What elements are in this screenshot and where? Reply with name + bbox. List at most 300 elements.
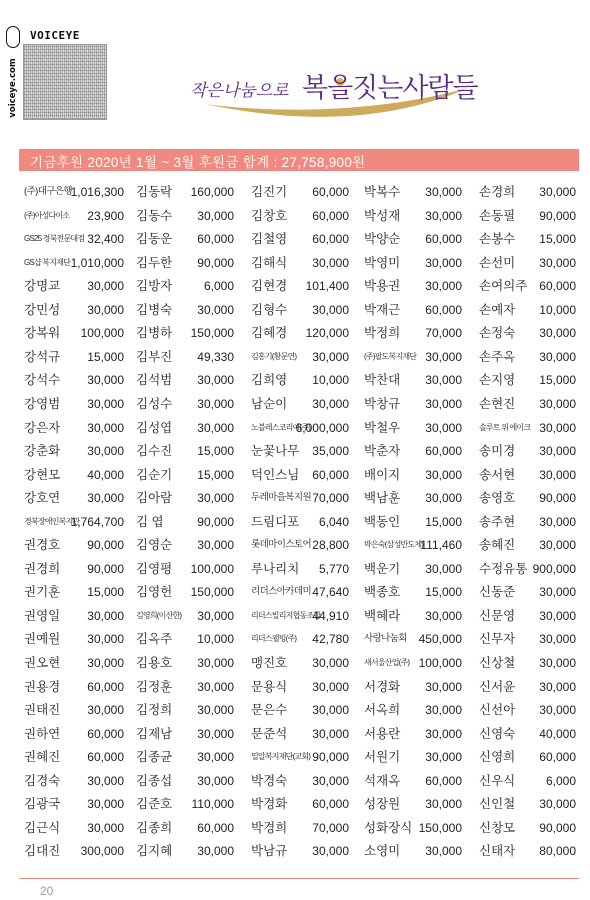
donation-amount: 30,000	[539, 656, 576, 670]
donor-name: 남순이	[251, 396, 288, 411]
donation-amount: 30,000	[197, 420, 234, 435]
donor-name: 김창호	[251, 208, 288, 223]
donation-amount: 30,000	[312, 302, 349, 317]
donor-name: 백동인	[364, 514, 401, 529]
donor-name: 솔루트 위 에이크	[479, 422, 531, 432]
donation-amount: 30,000	[425, 467, 462, 482]
donor-name: 권하연	[24, 726, 61, 741]
donor-name: 박성재	[364, 208, 401, 223]
donor-name: 김진기	[251, 185, 288, 199]
donation-amount: 150,000	[418, 820, 462, 835]
donor-name: 김제남	[136, 726, 173, 741]
donor-name: 권용경	[24, 679, 61, 694]
donor-name: 손정숙	[479, 326, 516, 341]
voiceye-url: voiceye.com	[8, 58, 18, 118]
donor-name: (주)아성다이소	[24, 210, 70, 220]
donor-name: 권경호	[24, 538, 61, 553]
donation-amount: 300,000	[80, 844, 124, 859]
donor-name: 성화장식	[364, 820, 413, 835]
donation-amount: 30,000	[539, 679, 576, 694]
donor-name: 신동준	[479, 585, 516, 600]
donor-row	[0, 629, 590, 651]
donor-row	[0, 206, 590, 228]
donor-name: 박경숙	[251, 773, 288, 788]
donation-amount: 15,000	[197, 467, 234, 482]
donation-amount: 30,000	[539, 514, 576, 529]
donation-amount: 30,000	[87, 279, 124, 294]
donor-name: 강복워	[24, 326, 61, 341]
donor-name: 강석수	[24, 373, 61, 388]
donor-name: 송주현	[479, 514, 516, 529]
donor-name: 손지영	[479, 373, 516, 388]
donor-name: 석재옥	[364, 773, 401, 788]
donor-name: 김병하	[136, 326, 173, 341]
donation-amount: 60,000	[87, 750, 124, 765]
donor-name: 강은자	[24, 420, 61, 435]
donor-name: 박철우	[364, 420, 401, 435]
donation-amount: 150,000	[190, 326, 234, 341]
donation-amount: 30,000	[425, 750, 462, 765]
donation-amount: 30,000	[312, 773, 349, 788]
slogan-part2: 복을짓는사람들	[302, 73, 478, 104]
donor-name: 박은숙(삼성반도체)	[364, 540, 424, 550]
donation-amount: 90,000	[312, 750, 349, 765]
donor-name: 김동수	[136, 208, 173, 223]
donation-amount: 30,000	[197, 773, 234, 788]
donation-amount: 60,000	[312, 797, 349, 812]
donor-row	[0, 535, 590, 557]
donation-amount: 30,000	[197, 208, 234, 223]
donor-name: 박찬대	[364, 373, 401, 388]
donation-amount: 6,040	[318, 514, 349, 529]
donation-amount: 30,000	[87, 302, 124, 317]
donation-amount: 30,000	[539, 608, 576, 623]
donation-amount: 15,000	[539, 373, 576, 388]
donation-amount: 30,000	[312, 726, 349, 741]
donor-name: 김현경	[251, 279, 288, 294]
donor-name: 박경화	[251, 797, 288, 812]
donation-amount: 30,000	[87, 608, 124, 623]
donor-name: 김형수	[251, 302, 288, 317]
donor-row	[0, 724, 590, 746]
donor-row	[0, 747, 590, 769]
donor-name: 김철영	[251, 232, 288, 247]
donor-name: 김아람	[136, 491, 173, 506]
donor-name: 송미경	[479, 444, 516, 459]
donation-amount: 60,000	[197, 232, 234, 247]
donor-row	[0, 700, 590, 722]
donation-amount: 15,000	[87, 585, 124, 600]
donation-amount: 30,000	[539, 326, 576, 341]
donor-name: 김희영	[251, 373, 288, 388]
donor-row	[0, 394, 590, 416]
donation-amount: 60,000	[312, 208, 349, 223]
donor-name: 권태진	[24, 703, 61, 718]
donation-amount: 44,910	[312, 608, 349, 623]
donation-amount: 30,000	[197, 703, 234, 718]
donation-amount: 5,770	[318, 561, 349, 576]
donor-name: 김두한	[136, 255, 173, 270]
donation-amount: 60,000	[425, 302, 462, 317]
donation-amount: 6,000,000	[295, 420, 349, 435]
donation-amount: 100,000	[80, 326, 124, 341]
donor-name: 신태자	[479, 844, 516, 859]
donor-name: 소영미	[364, 844, 401, 859]
donor-name: 손주옥	[479, 349, 516, 364]
donor-name: 권예원	[24, 632, 61, 647]
donor-name: 신인철	[479, 797, 516, 812]
footer-rule	[19, 878, 579, 879]
donation-amount: 60,000	[312, 232, 349, 247]
donation-amount: 30,000	[312, 656, 349, 670]
slogan-part1: 작은나눔으로	[190, 81, 289, 101]
donor-name: 김수진	[136, 444, 173, 459]
donor-name: 덕인스님	[251, 467, 300, 482]
donation-amount: 30,000	[539, 467, 576, 482]
donor-name: 손예자	[479, 302, 516, 317]
donation-amount: 101,400	[305, 279, 349, 294]
donor-name: 박재근	[364, 302, 401, 317]
donation-amount: 60,000	[87, 726, 124, 741]
donation-amount: 120,000	[305, 326, 349, 341]
donor-name: 김옥주	[136, 632, 173, 647]
donor-name: 권오현	[24, 656, 61, 670]
donation-amount: 30,000	[87, 797, 124, 812]
donor-row	[0, 182, 590, 204]
donor-name: 신문영	[479, 608, 516, 623]
donor-name: 신영숙	[479, 726, 516, 741]
donation-amount: 35,000	[312, 444, 349, 459]
donor-name: 새서울산업(주)	[364, 658, 410, 667]
donor-name: 강명교	[24, 279, 61, 294]
donation-amount: 30,000	[312, 679, 349, 694]
donation-amount: 80,000	[539, 844, 576, 859]
donor-name: GS샵 복지재단	[24, 257, 71, 267]
donor-row	[0, 370, 590, 392]
donor-name: 신영희	[479, 750, 516, 765]
donation-amount: 30,000	[425, 279, 462, 294]
donation-amount: 15,000	[425, 585, 462, 600]
donation-amount: 30,000	[312, 703, 349, 718]
donor-name: 서경화	[364, 679, 401, 694]
donor-name: 박정희	[364, 326, 401, 341]
donation-amount: 100,000	[190, 561, 234, 576]
donation-amount: 30,000	[312, 255, 349, 270]
donation-amount: 30,000	[425, 420, 462, 435]
donation-amount: 60,000	[425, 773, 462, 788]
donor-name: 김혜경	[251, 326, 288, 341]
donor-name: 백혜라	[364, 608, 401, 623]
donor-name: 김정훈	[136, 679, 173, 694]
donor-name: 리더스웰빙(주)	[251, 634, 297, 644]
donation-amount: 1,010,000	[70, 255, 124, 270]
donor-row	[0, 488, 590, 510]
donor-row	[0, 677, 590, 699]
donation-amount: 30,000	[87, 396, 124, 411]
donor-name: 김준호	[136, 797, 173, 812]
donor-name: 손경희	[479, 185, 516, 199]
donor-row	[0, 818, 590, 840]
donation-amount: 160,000	[190, 185, 234, 199]
donor-name: 강호연	[24, 491, 61, 506]
donation-amount: 90,000	[539, 820, 576, 835]
donor-name: 신우식	[479, 773, 516, 788]
donor-name: 김근식	[24, 820, 61, 835]
donor-name: (주)팔도복지재단	[364, 351, 417, 361]
donor-name: 박양순	[364, 232, 401, 247]
banner-text: 기금후원 2020년 1월 ~ 3월 후원금 합계 : 27,758,900원	[30, 155, 366, 170]
donation-amount: 30,000	[197, 373, 234, 388]
donor-name: 서원기	[364, 750, 401, 765]
donation-amount: 10,000	[197, 632, 234, 647]
donor-name: 서옥희	[364, 703, 401, 718]
donation-amount: 47,640	[312, 585, 349, 600]
donation-amount: 30,000	[87, 656, 124, 670]
donor-name: 백남훈	[364, 491, 401, 506]
donor-name: 박남규	[251, 844, 288, 859]
donation-amount: 30,000	[425, 349, 462, 364]
donor-name: 김방자	[136, 279, 173, 294]
donation-amount: 30,000	[539, 585, 576, 600]
donor-name: 김홍기(황문연)	[251, 351, 297, 361]
donor-name: 신창모	[479, 820, 516, 835]
donor-name: 문은수	[251, 703, 288, 718]
donation-amount: 90,000	[87, 538, 124, 553]
page-number: 20	[40, 884, 54, 898]
donor-row	[0, 418, 590, 440]
donor-name: 강춘화	[24, 444, 61, 459]
donor-row	[0, 606, 590, 628]
donation-amount: 450,000	[418, 632, 462, 647]
donation-amount: 30,000	[539, 632, 576, 647]
donation-amount: 23,900	[87, 208, 124, 223]
donor-row	[0, 300, 590, 322]
donor-name: 송서현	[479, 467, 516, 482]
donor-name: 신서윤	[479, 679, 516, 694]
donor-name: 사랑나눔회	[364, 633, 407, 645]
donation-amount: 1,016,300	[70, 185, 124, 199]
donor-name: 강현모	[24, 467, 61, 482]
donation-amount: 30,000	[425, 844, 462, 859]
donor-name: 김종균	[136, 750, 173, 765]
donation-amount: 30,000	[539, 797, 576, 812]
donor-name: 배이지	[364, 467, 401, 482]
donor-row	[0, 559, 590, 581]
donor-name: 손여의주	[479, 279, 528, 294]
donation-amount: 60,000	[312, 185, 349, 199]
donation-amount: 60,000	[197, 820, 234, 835]
donor-name: 리더스빌리지협동조합	[251, 610, 321, 620]
donation-amount: 60,000	[539, 279, 576, 294]
donation-amount: 42,780	[312, 632, 349, 647]
donation-amount: 30,000	[539, 185, 576, 199]
donor-name: 김종섭	[136, 773, 173, 788]
donor-row	[0, 512, 590, 534]
donor-name: 신무자	[479, 632, 516, 647]
donation-amount: 100,000	[418, 656, 462, 670]
donation-amount: 15,000	[539, 232, 576, 247]
donation-amount: 30,000	[197, 538, 234, 553]
donor-row	[0, 794, 590, 816]
donation-amount: 30,000	[312, 844, 349, 859]
donation-amount: 1,764,700	[70, 514, 124, 529]
donation-amount: 30,000	[87, 373, 124, 388]
donation-amount: 30,000	[539, 703, 576, 718]
donation-amount: 15,000	[197, 444, 234, 459]
donor-name: 김경숙	[24, 773, 61, 788]
donation-amount: 900,000	[532, 561, 576, 576]
donation-amount: 30,000	[539, 444, 576, 459]
donor-name: 신상철	[479, 656, 516, 670]
donor-name: 김동락	[136, 185, 173, 199]
donation-amount: 30,000	[197, 608, 234, 623]
donation-amount: 10,000	[539, 302, 576, 317]
donor-name: 김성엽	[136, 420, 173, 435]
donor-name: 김성수	[136, 396, 173, 411]
donation-amount: 60,000	[312, 467, 349, 482]
donor-row	[0, 229, 590, 251]
voiceye-brand: VOICEYE	[30, 29, 80, 42]
donation-amount: 30,000	[425, 255, 462, 270]
donor-name: 김영순	[136, 538, 173, 553]
donor-name: 김대진	[24, 844, 61, 859]
donor-name: 박춘자	[364, 444, 401, 459]
donation-amount: 30,000	[425, 208, 462, 223]
donor-row	[0, 276, 590, 298]
donation-amount: 30,000	[87, 773, 124, 788]
donor-name: 손선미	[479, 255, 516, 270]
donation-amount: 30,000	[197, 302, 234, 317]
donor-name: 박창규	[364, 396, 401, 411]
donor-name: 김용호	[136, 656, 173, 670]
donation-amount: 30,000	[425, 561, 462, 576]
donor-name: 김순기	[136, 467, 173, 482]
donation-amount: 70,000	[425, 326, 462, 341]
donation-amount: 60,000	[539, 750, 576, 765]
donation-amount: 30,000	[87, 491, 124, 506]
donation-amount: 30,000	[87, 703, 124, 718]
donation-amount: 70,000	[312, 820, 349, 835]
donation-amount: 30,000	[197, 491, 234, 506]
donor-name: 김영헌	[136, 585, 173, 600]
donation-amount: 30,000	[425, 491, 462, 506]
donor-row	[0, 582, 590, 604]
donor-name: 김지혜	[136, 844, 173, 859]
donation-amount: 30,000	[425, 797, 462, 812]
donation-amount: 30,000	[425, 396, 462, 411]
donor-name: 김동운	[136, 232, 173, 247]
donation-amount: 6,000	[545, 773, 576, 788]
donation-amount: 15,000	[87, 349, 124, 364]
donation-amount: 111,460	[420, 538, 462, 553]
donor-name: 리더스아카데미	[251, 586, 312, 598]
donation-amount: 150,000	[190, 585, 234, 600]
donation-amount: 30,000	[539, 538, 576, 553]
donor-row	[0, 347, 590, 369]
donor-name: 문용식	[251, 679, 288, 694]
donation-amount: 30,000	[539, 396, 576, 411]
donation-amount: 30,000	[425, 373, 462, 388]
donor-row	[0, 253, 590, 275]
donor-name: 노블레스코리아(주)	[251, 422, 311, 432]
donor-name: 김광국	[24, 797, 61, 812]
donor-name: 강영범	[24, 396, 61, 411]
donation-amount: 90,000	[197, 514, 234, 529]
donor-name: 김영희(이산한)	[136, 610, 182, 620]
donation-amount: 30,000	[539, 255, 576, 270]
donor-name: 백종호	[364, 585, 401, 600]
donation-amount: 30,000	[197, 679, 234, 694]
donor-name: 송영호	[479, 491, 516, 506]
donor-name: 손현진	[479, 396, 516, 411]
donor-name: 두레마을복지원	[251, 492, 312, 504]
donation-amount: 30,000	[87, 420, 124, 435]
donor-name: 김종희	[136, 820, 173, 835]
donation-amount: 60,000	[425, 444, 462, 459]
donor-name: 김정희	[136, 703, 173, 718]
donor-name: 드림디포	[251, 514, 300, 529]
donation-amount: 30,000	[87, 820, 124, 835]
donor-name: 문준석	[251, 726, 288, 741]
donor-name: 눈꽃나무	[251, 444, 300, 459]
donor-name: 루나리치	[251, 561, 300, 576]
donor-name: 송혜진	[479, 538, 516, 553]
donor-name: 김 엽	[136, 514, 164, 529]
donor-name: 손봉수	[479, 232, 516, 247]
donation-amount: 30,000	[425, 608, 462, 623]
donation-amount: 15,000	[425, 514, 462, 529]
donor-name: 손동필	[479, 208, 516, 223]
donation-amount: 30,000	[197, 726, 234, 741]
donor-name: 강민성	[24, 302, 61, 317]
donor-name: 권영일	[24, 608, 61, 623]
donation-amount: 90,000	[539, 208, 576, 223]
donation-amount: 32,400	[87, 232, 124, 247]
donor-name: 백운기	[364, 561, 401, 576]
donation-amount: 30,000	[425, 703, 462, 718]
donation-amount: 30,000	[87, 444, 124, 459]
donation-amount: 6,000	[203, 279, 234, 294]
donation-amount: 90,000	[539, 491, 576, 506]
donor-name: 김부진	[136, 349, 173, 364]
donation-amount: 30,000	[425, 679, 462, 694]
donation-amount: 30,000	[312, 396, 349, 411]
donor-row	[0, 465, 590, 487]
donation-amount: 30,000	[312, 349, 349, 364]
donation-amount: 60,000	[425, 232, 462, 247]
donation-amount: 60,000	[87, 679, 124, 694]
donor-name: 김병숙	[136, 302, 173, 317]
donor-row	[0, 323, 590, 345]
donor-name: 경북장애인복지관	[24, 516, 80, 526]
donor-name: 김영평	[136, 561, 173, 576]
donor-name: 김석범	[136, 373, 173, 388]
donation-amount: 90,000	[197, 255, 234, 270]
donation-amount: 40,000	[87, 467, 124, 482]
donation-amount: 30,000	[539, 349, 576, 364]
donation-amount: 30,000	[197, 656, 234, 670]
donation-amount: 10,000	[312, 373, 349, 388]
donation-amount: 30,000	[539, 420, 576, 435]
donor-name: (주)대구은행	[24, 186, 73, 197]
donor-name: 강석규	[24, 349, 61, 364]
donor-name: 권혜진	[24, 750, 61, 765]
donor-row	[0, 841, 590, 863]
donation-amount: 49,330	[197, 349, 234, 364]
donation-amount: 30,000	[87, 632, 124, 647]
donor-name: 롯데마이스토어	[251, 539, 312, 551]
donor-row	[0, 441, 590, 463]
